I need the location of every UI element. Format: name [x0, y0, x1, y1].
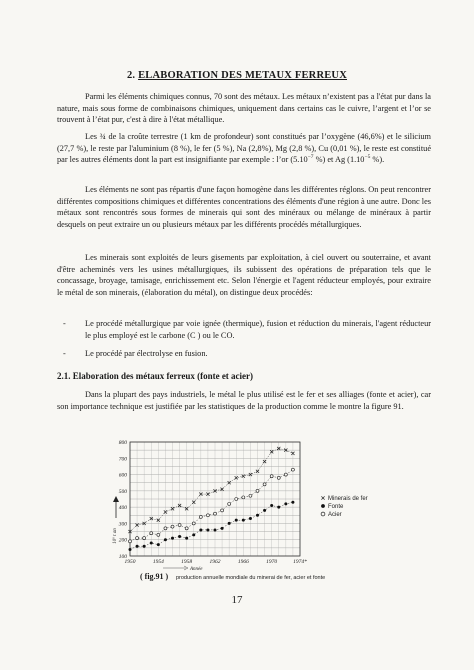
- legend-label: Minerais de fer: [328, 496, 368, 502]
- data-point-acier: [263, 483, 266, 486]
- data-point-fonte: [228, 522, 231, 525]
- data-point-acier: [129, 540, 132, 543]
- production-chart: [108, 436, 438, 591]
- bullet-item: [57, 348, 431, 360]
- data-point-fonte: [157, 543, 160, 546]
- data-point-acier: [178, 524, 181, 527]
- bullet-dash: -: [63, 319, 66, 328]
- legend-marker: [321, 496, 324, 499]
- chart-svg: [108, 436, 438, 591]
- subsection-title: 2.1. Elaboration des métaux ferreux (fonte et acier): [57, 371, 254, 381]
- legend-label: Acier: [328, 512, 342, 518]
- x-tick-label: 1974*: [293, 559, 307, 565]
- y-tick-label: 400: [118, 505, 127, 512]
- data-point-fonte: [263, 509, 266, 512]
- section-title-text: ELABORATION DES METAUX FERREUX: [138, 70, 348, 81]
- section-title: [0, 70, 474, 81]
- data-point-acier: [185, 527, 188, 530]
- y-tick-label: 100: [118, 554, 127, 560]
- x-tick-label: 1962: [209, 559, 221, 565]
- data-point-acier: [150, 532, 153, 535]
- data-point-fonte: [129, 548, 132, 551]
- data-point-acier: [171, 525, 174, 528]
- bullet-text: Le procédé par électrolyse en fusion.: [85, 349, 208, 358]
- data-point-fonte: [150, 541, 153, 544]
- paragraph-metals-intro: Parmi les éléments chimiques connus, 70 sont des métaux. Les métaux n’existent pas a l'état pur dans la nature, mais sous forme de combinaisons chimiques, uniquement dans certains cas le cuivre, l’argent et l’or se trouvent à l’état pur, c'est à dire à l'état métallique.: [57, 92, 431, 125]
- bullet-dash: -: [63, 349, 66, 358]
- data-point-acier: [242, 496, 245, 499]
- x-tick-label: 1954: [152, 559, 164, 565]
- data-point-fonte: [164, 538, 167, 541]
- paragraph-earth-crust-part3: %).: [372, 155, 385, 165]
- data-point-acier: [284, 473, 287, 476]
- x-tick-label: 1958: [181, 559, 193, 565]
- y-tick-label: 600: [118, 472, 127, 479]
- data-point-acier: [291, 468, 294, 471]
- data-point-fonte: [242, 519, 245, 522]
- x-tick-label: 1970: [266, 559, 278, 565]
- y-axis-arrow-head: [113, 496, 119, 502]
- data-point-fonte: [284, 502, 287, 505]
- data-point-fonte: [199, 528, 202, 531]
- data-point-acier: [270, 475, 273, 478]
- exponent-gold: −7: [307, 154, 314, 161]
- data-point-acier: [199, 515, 202, 518]
- figure-caption: [140, 572, 325, 581]
- bullet-text: Le procédé métallurgique par voie ignée (thermique), fusion et réduction du minerais, l'agent réducteur le plus employé est le carbone (C ) ou le CO.: [85, 319, 431, 340]
- paragraph-earth-crust-part1: Les ¾ de la croûte terrestre (1 km de profondeur) sont constitués par l’oxygène (46,6%) et le silicium (27,7 %), le reste par l'aluminium (8 %), le fer (5 %), Na (2,8%), Mg (2,8 %), Cu (0,01 %), le reste est constitué par les autres éléments dont la part est insignifiante par exemple : l’or (5.10: [57, 132, 431, 165]
- y-tick-label: 300: [118, 521, 127, 528]
- x-tick-label: 1950: [124, 559, 136, 565]
- paragraph-earth-crust: [57, 131, 431, 166]
- data-point-fonte: [270, 504, 273, 507]
- data-point-fonte: [291, 501, 294, 504]
- data-point-fonte: [178, 535, 181, 538]
- exponent-silver: −5: [364, 154, 371, 161]
- data-point-acier: [221, 509, 224, 512]
- data-point-fonte: [277, 506, 280, 509]
- data-point-acier: [214, 512, 217, 515]
- y-tick-label: 800: [118, 440, 127, 446]
- legend-label: Fonte: [328, 504, 344, 510]
- data-point-fonte: [185, 537, 188, 540]
- page-number: 17: [231, 594, 243, 606]
- data-point-fonte: [192, 533, 195, 536]
- figure-label: ( fig.91 ): [140, 572, 169, 581]
- paragraph-element-distribution: Les éléments ne sont pas répartis d'une façon homogène dans les différentes réglons. On peut rencontrer différentes compositions chimiques et différentes concentrations des éléments d'une région à une autre. Donc les métaux sont rencontrés sous formes de minerais qui sont des minéraux ou mélange de minéraux à partir desquels on peut extraire un ou plusieurs métaux par les différents procédés métallurgiques.: [57, 185, 431, 229]
- data-point-fonte: [206, 528, 209, 531]
- data-point-fonte: [214, 528, 217, 531]
- paragraph-earth-crust-part2: %) et Ag (1.10: [315, 155, 365, 165]
- data-point-acier: [192, 522, 195, 525]
- data-point-fonte: [136, 545, 139, 548]
- data-point-acier: [157, 533, 160, 536]
- paragraph-iron-usage: Dans la plupart des pays industriels, le métal le plus utilisé est le fer et ses alliages (fonte et acier), car son importance technique est justifiée par les statistiques de la production comme le montre la figure 91.: [57, 390, 431, 411]
- paragraph-ore-exploitation: Les minerais sont exploités de leurs gisements par exploitation, à ciel ouvert ou souterraine, et avant d'être acheminés vers les usines métallurgiques, ils subissent des opérations de préparation tels que le concassage, broyage, tamisage, enrichissement etc. Selon l'énergie et l'agent réducteur employés, pour extraire le métal de son minerais, (élaboration du métal), on distingue deux procédés:: [57, 253, 431, 297]
- series-line: [130, 449, 293, 532]
- data-point-acier: [256, 489, 259, 492]
- section-number: 2.: [126, 70, 136, 81]
- series-line: [130, 470, 293, 542]
- data-point-fonte: [221, 527, 224, 530]
- data-point-fonte: [235, 519, 238, 522]
- y-tick-label: 700: [118, 456, 127, 463]
- data-point-acier: [206, 514, 209, 517]
- y-tick-label: 200: [118, 537, 127, 544]
- data-point-acier: [228, 502, 231, 505]
- bullet-item: [57, 318, 431, 341]
- legend-marker: [321, 512, 325, 516]
- figure-caption-text: production annuelle mondiale du minerai de fer, acier et fonte: [175, 575, 326, 581]
- data-point-acier: [235, 498, 238, 501]
- x-tick-label: 1966: [237, 559, 249, 565]
- data-point-fonte: [171, 537, 174, 540]
- data-point-acier: [249, 494, 252, 497]
- legend-marker: [321, 504, 325, 508]
- data-point-fonte: [256, 514, 259, 517]
- x-axis-label: Année: [190, 567, 203, 572]
- series-line: [130, 502, 293, 549]
- data-point-acier: [277, 476, 280, 479]
- data-point-acier: [143, 537, 146, 540]
- data-point-fonte: [143, 545, 146, 548]
- data-point-acier: [136, 537, 139, 540]
- y-tick-label: 500: [118, 488, 127, 495]
- y-axis-label: 10⁶ t an: [113, 528, 118, 544]
- data-point-fonte: [249, 517, 252, 520]
- data-point-acier: [164, 527, 167, 530]
